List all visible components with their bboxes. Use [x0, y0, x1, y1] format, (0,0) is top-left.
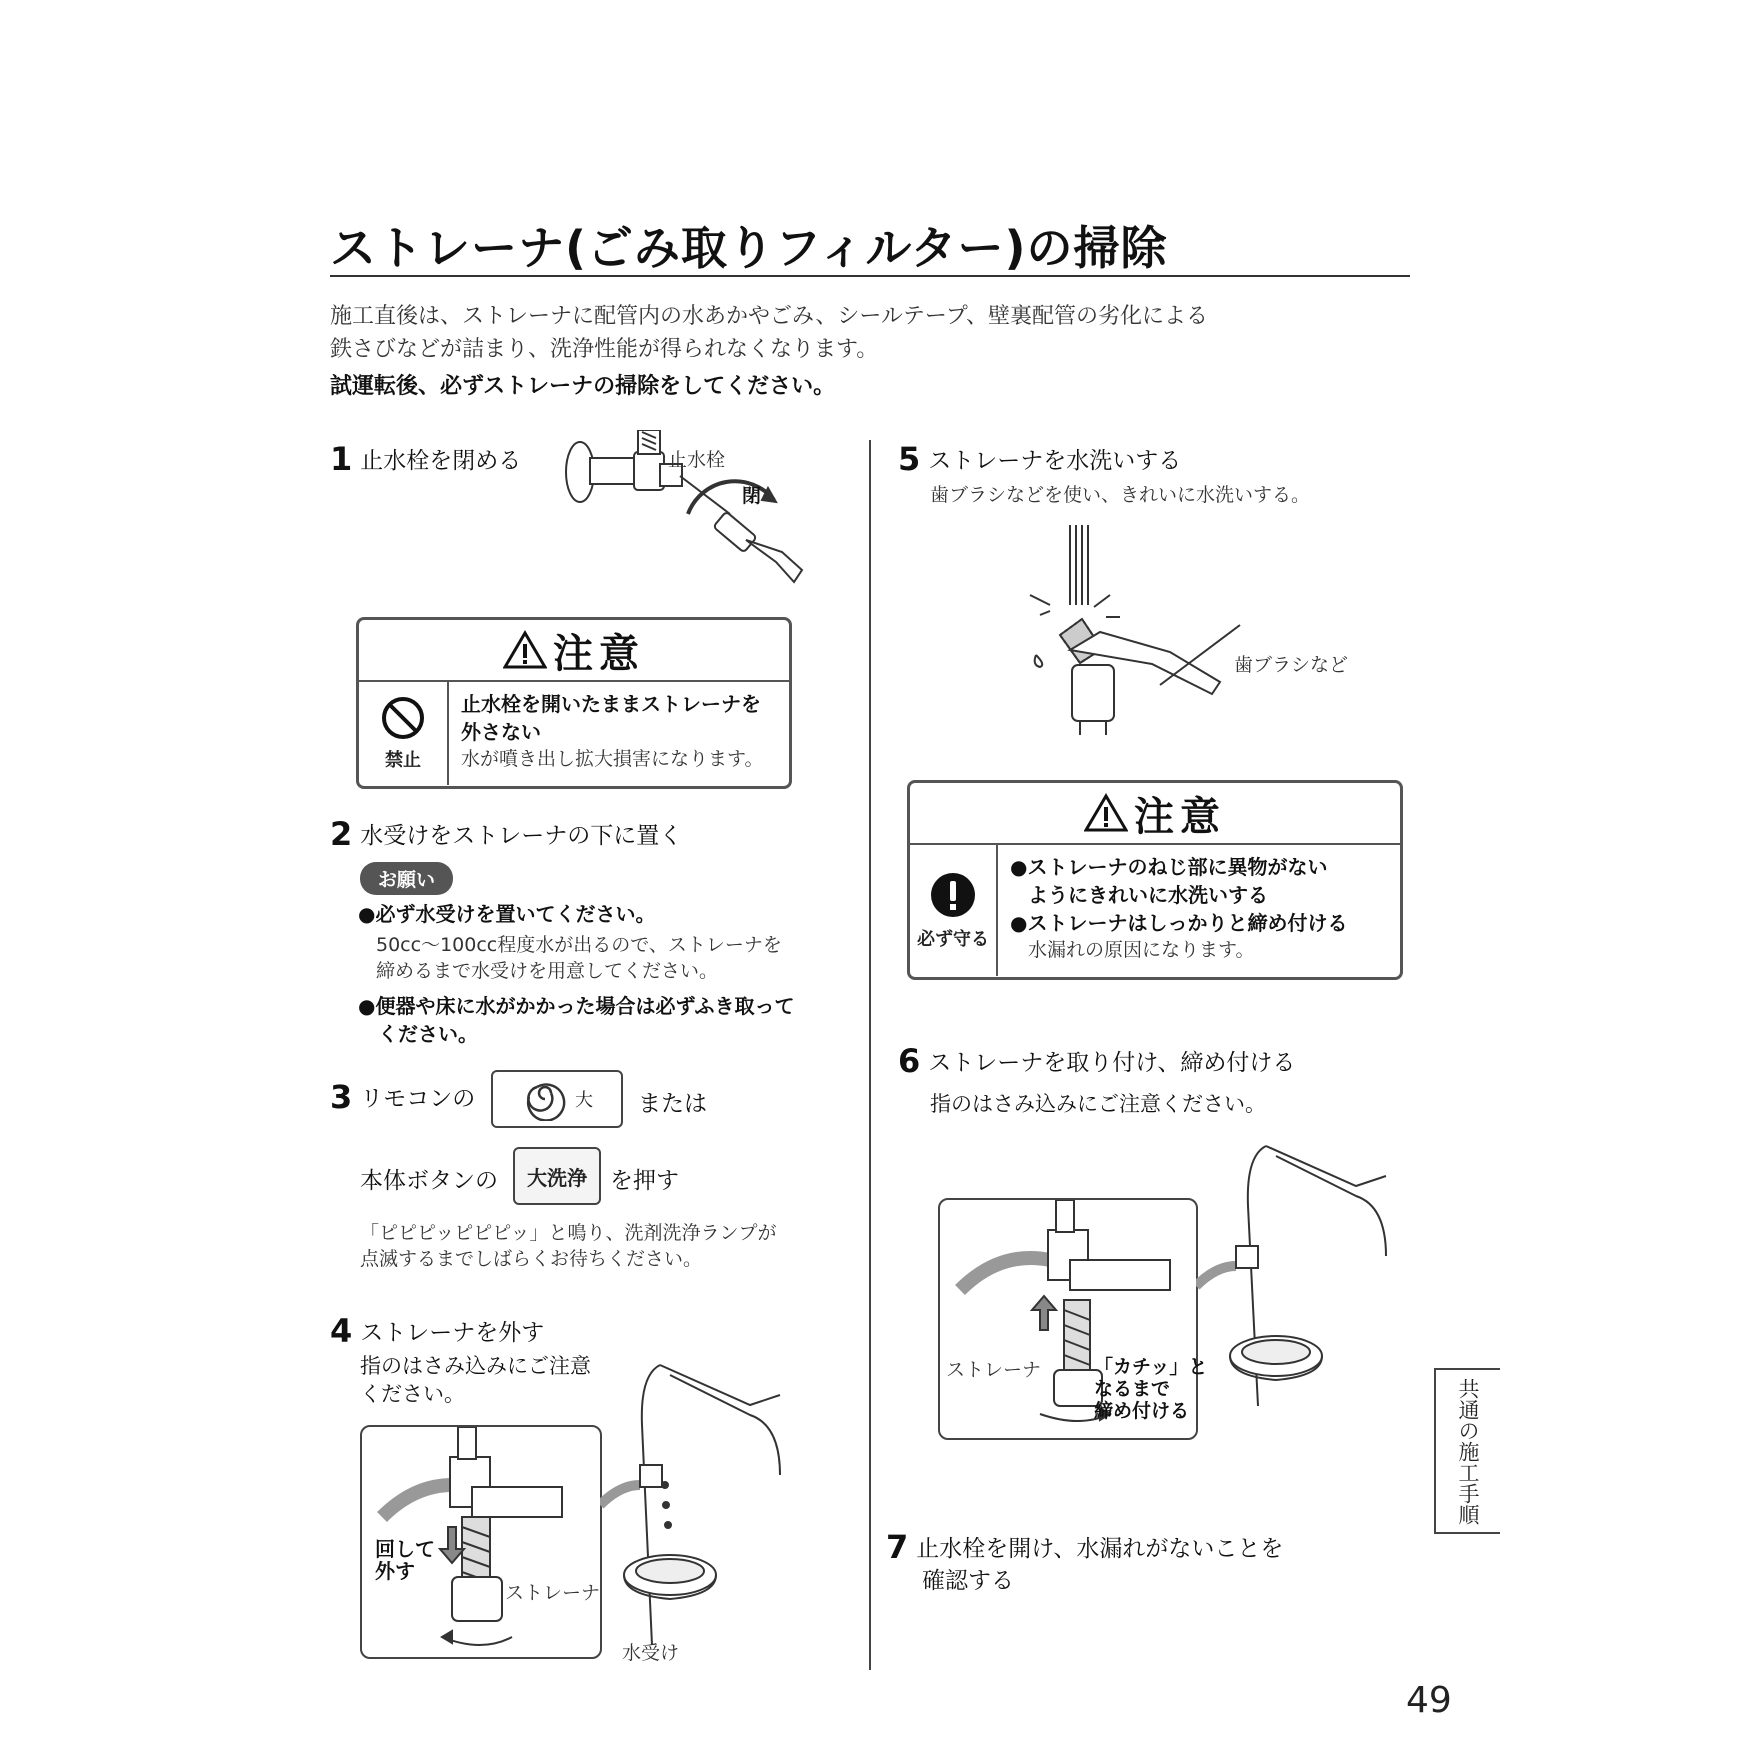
intro-line-1: 施工直後は、ストレーナに配管内の水あかやごみ、シールテープ、壁裏配管の劣化による	[330, 304, 1209, 329]
turn-label-2: 外す	[375, 1559, 415, 1583]
step-7-text-1: 止水栓を開け、水漏れがないことを	[916, 1536, 1284, 1562]
close-label: 閉	[742, 485, 762, 507]
step-7-text-2: 確認する	[922, 1568, 1014, 1594]
page-number: 49	[1406, 1680, 1452, 1721]
valve-label: 止水栓	[668, 449, 726, 471]
caution-2-icon-cell	[910, 845, 998, 976]
caution-2-bullet-1a: ●ストレーナのねじ部に異物がない	[1010, 855, 1328, 879]
step-2-bullet-2a: ●便器や床に水がかかった場合は必ずふき取って	[358, 994, 795, 1018]
caution-2-header	[910, 783, 1400, 845]
page-title: ストレーナ(ごみ取りフィルター)の掃除	[330, 221, 1168, 275]
step-5	[898, 440, 1181, 478]
basin-label: 水受け	[622, 1642, 680, 1664]
caution-2-title: 注意	[1134, 793, 1226, 840]
caution-1-bold-1: 止水栓を開いたままストレーナを	[461, 692, 761, 716]
strainer-label-6: ストレーナ	[946, 1359, 1042, 1381]
click-label-1: 「カチッ」と	[1094, 1356, 1208, 1378]
wash-strainer-illustration	[1010, 525, 1250, 755]
step-1	[330, 440, 521, 478]
turn-label-1: 回して	[375, 1537, 435, 1561]
body-large-flush-button[interactable]: 大洗浄	[513, 1147, 601, 1205]
step-3-number: 3	[330, 1078, 353, 1116]
step-2-bullet-2b: ください。	[378, 1022, 478, 1046]
column-divider	[869, 440, 871, 1670]
step-6	[898, 1042, 1295, 1080]
intro-line-2: 鉄さびなどが詰まり、洗浄性能が得られなくなります。	[330, 337, 879, 362]
step-3-text: リモコンの	[360, 1086, 476, 1112]
step-7	[886, 1528, 1283, 1566]
step-3-note-2: 点滅するまでしばらくお待ちください。	[360, 1248, 703, 1270]
warning-triangle-icon	[1084, 793, 1128, 833]
click-label-3: 締め付ける	[1094, 1400, 1190, 1422]
warning-triangle-icon	[503, 630, 547, 670]
step-1-number: 1	[330, 440, 353, 478]
turn-remove-label	[375, 1538, 435, 1582]
step-3-or: または	[638, 1091, 707, 1117]
toilet-basin-illustration	[600, 1355, 790, 1655]
step-3-line2-pre: 本体ボタンの	[360, 1168, 498, 1194]
brush-label: 歯ブラシなど	[1234, 654, 1349, 676]
mandatory-label: 必ず守る	[917, 928, 989, 950]
step-3-note-1: 「ピピピッピピピッ」と鳴り、洗剤洗浄ランプが	[360, 1222, 777, 1244]
remote-button-label: 大	[575, 1090, 593, 1111]
caution-1-note: 水が噴き出し拡大損害になります。	[461, 748, 764, 770]
step-5-number: 5	[898, 440, 921, 478]
prohibited-label: 禁止	[385, 749, 421, 771]
step-5-text: ストレーナを水洗いする	[928, 448, 1182, 474]
caution-box-2	[907, 780, 1403, 980]
click-tighten-label	[1094, 1356, 1207, 1422]
step-2-number: 2	[330, 815, 353, 853]
section-side-tab-label: 共通の施工手順	[1456, 1378, 1480, 1525]
step-3-line2-post: を押す	[610, 1168, 679, 1194]
step-3	[330, 1078, 475, 1116]
valve-illustration	[550, 430, 830, 610]
step-6-number: 6	[898, 1042, 921, 1080]
step-5-sub: 歯ブラシなどを使い、きれいに水洗いする。	[930, 484, 1311, 506]
caution-2-bullet-2: ●ストレーナはしっかりと締め付ける	[1010, 911, 1348, 935]
step-2-note-1b: 締めるまで水受けを用意してください。	[376, 960, 719, 982]
step-4-text: ストレーナを外す	[360, 1320, 545, 1346]
step-4-sub	[360, 1352, 591, 1408]
caution-box-1	[356, 617, 792, 789]
caution-2-bullet-1b: ようにきれいに水洗いする	[1028, 883, 1268, 907]
step-2-note-1a: 50cc〜100cc程度水が出るので、ストレーナを	[376, 934, 782, 956]
mandatory-icon	[929, 871, 977, 919]
step-2-bullet-1: ●必ず水受けを置いてください。	[358, 902, 656, 926]
step-7-number: 7	[886, 1528, 909, 1566]
caution-1-bold-2: 外さない	[461, 720, 541, 744]
intro-bold: 試運転後、必ずストレーナの掃除をしてください。	[330, 374, 836, 399]
remote-large-flush-button[interactable]	[491, 1070, 623, 1128]
step-4-number: 4	[330, 1312, 353, 1350]
step-2	[330, 815, 682, 853]
step-4-sub-2: ください。	[360, 1382, 465, 1406]
title-divider	[330, 275, 1410, 277]
step-6-text: ストレーナを取り付け、締め付ける	[928, 1050, 1296, 1076]
step-3-notes	[360, 1220, 776, 1272]
step-1-text: 止水栓を閉める	[360, 448, 522, 474]
request-badge: お願い	[360, 862, 453, 895]
step-2-text: 水受けをストレーナの下に置く	[360, 823, 683, 849]
step-4	[330, 1312, 544, 1350]
caution-1-header	[359, 620, 789, 682]
step-4-sub-1: 指のはさみ込みにご注意	[360, 1354, 591, 1378]
swirl-icon	[521, 1077, 569, 1121]
caution-2-note: 水漏れの原因になります。	[1028, 939, 1255, 961]
caution-1-title: 注意	[553, 630, 645, 677]
toilet-basin-illustration-6	[1196, 1136, 1396, 1416]
strainer-label-4: ストレーナ	[505, 1582, 601, 1604]
click-label-2: なるまで	[1094, 1378, 1171, 1400]
intro-text	[330, 300, 1208, 366]
prohibited-icon	[381, 696, 425, 740]
step-2-notes	[358, 900, 828, 1048]
caution-1-icon-cell	[359, 682, 449, 785]
step-6-sub: 指のはさみ込みにご注意ください。	[930, 1092, 1266, 1116]
